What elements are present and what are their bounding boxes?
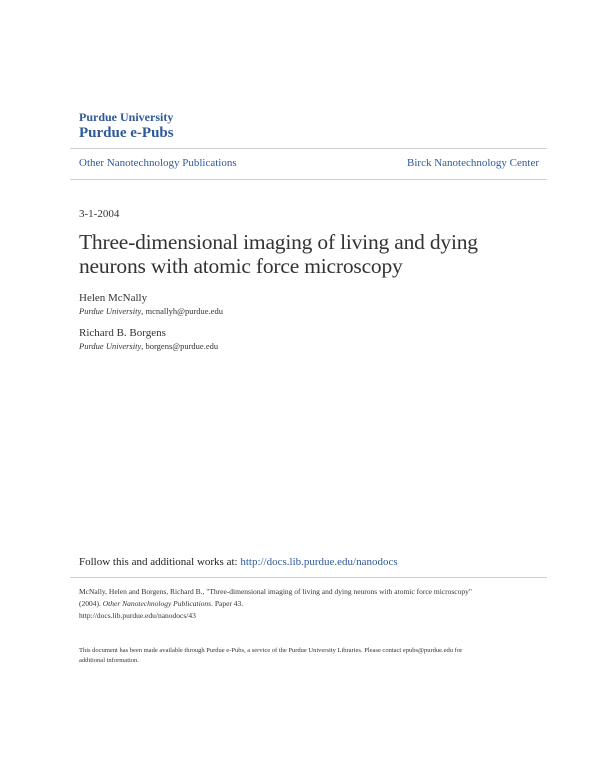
university-name: Purdue University xyxy=(79,110,174,124)
collection-link[interactable]: http://docs.lib.purdue.edu/nanodocs xyxy=(240,556,398,568)
title-line-1: Three-dimensional imaging of living and dying xyxy=(79,230,478,254)
series-link-birck-center[interactable] xyxy=(407,157,539,169)
follow-line xyxy=(79,556,398,568)
series-right-label[interactable]: Birck Nanotechnology Center xyxy=(407,157,539,169)
availability-line-2: additional information. xyxy=(79,657,139,664)
divider-series xyxy=(70,179,547,180)
citation-paper-number: . Paper 43. xyxy=(211,599,244,608)
divider-top xyxy=(70,148,547,149)
availability-note xyxy=(79,646,539,666)
institution-header xyxy=(79,110,174,142)
citation-year: (2004). xyxy=(79,599,103,608)
paper-title xyxy=(79,230,529,278)
affiliation-institution: Purdue University xyxy=(79,306,142,316)
author-name: Helen McNally xyxy=(79,292,148,304)
availability-line-1: This document has been made available through Purdue e-Pubs, a service of the Purdue University Libraries. Please contact epubs@purdue.edu for xyxy=(79,647,463,654)
author-email: , mcnallyh@purdue.edu xyxy=(141,306,223,316)
author-name: Richard B. Borgens xyxy=(79,327,166,339)
title-line-2: neurons with atomic force microscopy xyxy=(79,254,403,278)
divider-citation xyxy=(70,577,547,578)
follow-text: Follow this and additional works at: xyxy=(79,556,241,568)
citation-series: Other Nanotechnology Publications xyxy=(102,599,212,608)
series-link-other-nanotechnology[interactable] xyxy=(79,157,237,169)
recommended-citation xyxy=(79,586,539,622)
citation-url[interactable]: http://docs.lib.purdue.edu/nanodocs/43 xyxy=(79,611,196,620)
publication-date: 3-1-2004 xyxy=(79,208,120,220)
author-email: , borgens@purdue.edu xyxy=(141,341,219,351)
affiliation-institution: Purdue University xyxy=(79,341,142,351)
repository-name[interactable]: Purdue e-Pubs xyxy=(79,125,174,141)
author-affiliation xyxy=(79,340,218,352)
citation-authors-title: McNally, Helen and Borgens, Richard B., "Three-dimensional imaging of living and dying neurons with atomic force microscopy" xyxy=(79,587,472,596)
author-block xyxy=(79,291,223,317)
author-block xyxy=(79,326,218,352)
author-affiliation xyxy=(79,305,223,317)
series-left-label[interactable]: Other Nanotechnology Publications xyxy=(79,157,237,169)
